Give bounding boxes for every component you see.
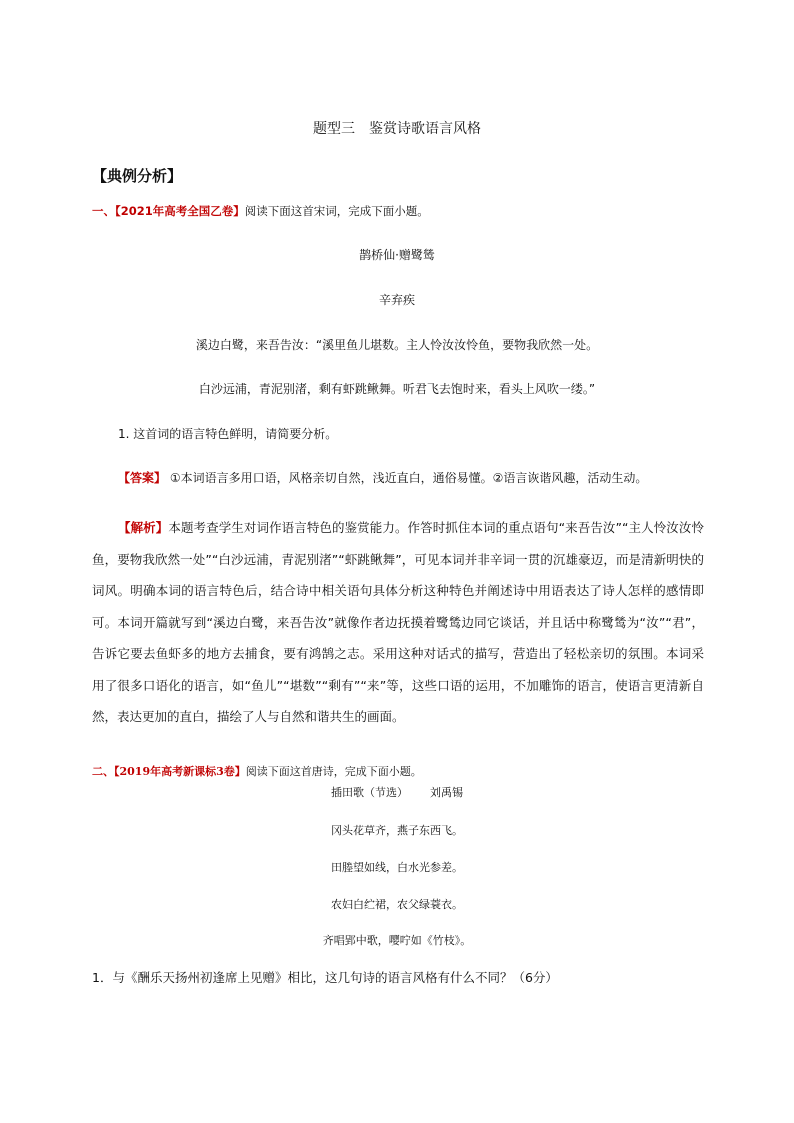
q1-poem-title: 鹊桥仙·赠鹭鸶 [359, 248, 435, 262]
q2-number: 二、 [92, 765, 114, 778]
page-title [0, 118, 794, 138]
q1-sub-question: 1. 这首词的语言特色鲜明，请简要分析。 [118, 427, 338, 441]
q2-poem-author: 刘禹锡 [430, 786, 463, 799]
q2-poem-title: 插田歌（节选） [331, 786, 408, 799]
answer-text: ①本词语言多用口语，风格亲切自然，浅近直白，通俗易懂。②语言诙谐风趣，活动生动。 [166, 471, 648, 485]
q2-prompt: 阅读下面这首唐诗，完成下面小题。 [245, 765, 422, 778]
q1-poem-line-1: 溪边白鹭，来吾告汝：“溪里鱼儿堪数。主人怜汝汝怜鱼，要物我欣然一处。 [195, 338, 599, 352]
analysis-text: 本题考查学生对词作语言特色的鉴赏能力。作答时抓住本词的重点语句“来吾告汝”“主人怜汝汝怜鱼，要物我欣然一处”“白沙远浦，青泥别渚”“虾跳鳅舞”，可见本词并非辛词一贯的沉雄豪迈，而是清新明快的词风。明确本词的语言特色后，结合诗中相关语句具体分析这种特色并阐述诗中用语表达了诗人怎样的感情即可。本词开篇就写到“溪边白鹭，来吾告汝”就像作者边抚摸着鹭鸶边同它谈话，并且话中称鹭鸶为“汝”“君”，告诉它要去鱼虾多的地方去捕食，要有鸿鹄之志。采用这种对话式的描写，营造出了轻松亲切的氛围。本词采用了很多口语化的语言，如“鱼儿”“堪数”“剩有”“来”等，这些口语的运用，不加雕饰的语言，使语言更清新自然，表达更加的直白，描绘了人与自然和谐共生的画面。 [92, 520, 704, 724]
q1-prompt: 阅读下面这首宋词，完成下面小题。 [244, 204, 429, 218]
q1-answer [118, 469, 647, 486]
q1-poem-line-2: 白沙远浦，青泥别渚，剩有虾跳鳅舞。听君飞去饱时来，看头上风吹一缕。” [198, 382, 596, 396]
title-part1: 题型三 [313, 121, 355, 137]
q2-poem-line-3: 农妇白纻裙，农父绿蓑衣。 [331, 898, 463, 911]
title-part2: 鉴赏诗歌语言风格 [369, 121, 481, 137]
q1-prompt-line [92, 203, 429, 219]
q2-sub-question: 1．与《酬乐天扬州初逢席上见赠》相比，这几句诗的语言风格有什么不同？（6分） [92, 970, 558, 985]
q2-poem-line-1: 冈头花草齐，燕子东西飞。 [331, 824, 463, 837]
answer-tag: 【答案】 [118, 471, 167, 485]
q2-poem-heading [0, 784, 794, 800]
q1-analysis [92, 512, 704, 733]
analysis-tag: 【解析】 [118, 520, 169, 535]
section-heading: 【典例分析】 [92, 167, 183, 185]
q2-source: 【2019年高考新课标3卷】 [114, 765, 246, 778]
q1-number: 一、 [92, 204, 115, 218]
q1-poem-author: 辛弃疾 [378, 293, 415, 307]
q2-prompt-line [92, 763, 422, 779]
q2-poem-line-4: 齐唱郢中歌，嘤咛如《竹枝》。 [322, 934, 472, 947]
q1-source: 【2021年高考全国乙卷】 [115, 204, 245, 218]
q2-poem-line-2: 田塍望如线，白水光参差。 [331, 861, 463, 874]
